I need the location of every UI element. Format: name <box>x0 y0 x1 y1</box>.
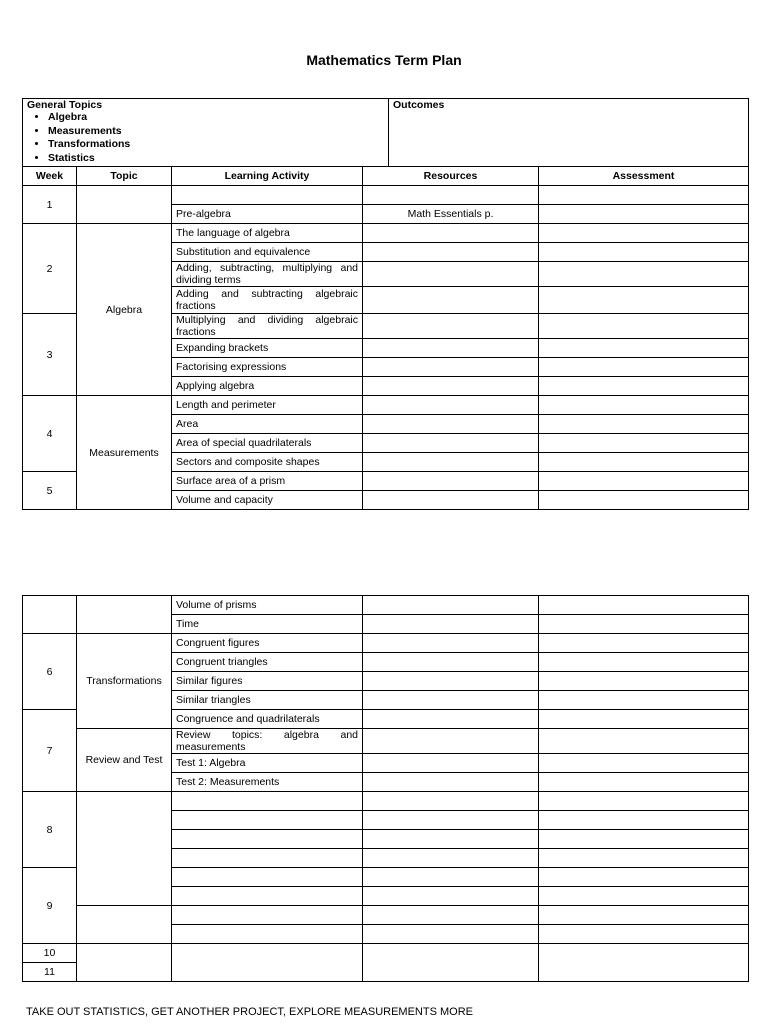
outcomes-cell <box>389 99 749 167</box>
activity-cell: Congruence and quadrilaterals <box>172 710 363 729</box>
resources-cell <box>363 415 539 434</box>
topic-cell <box>77 792 172 906</box>
activity-cell: Review topics: algebra and measurements <box>172 729 363 754</box>
assessment-cell <box>539 287 749 314</box>
term-plan-table-part-1 <box>22 166 749 510</box>
assessment-cell <box>539 377 749 396</box>
page-title: Mathematics Term Plan <box>306 52 462 68</box>
assessment-cell <box>539 830 749 849</box>
week-cell: 7 <box>23 710 77 792</box>
week-cell: 9 <box>23 868 77 944</box>
resources-cell <box>363 653 539 672</box>
resources-cell <box>363 634 539 653</box>
resources-cell <box>363 792 539 811</box>
activity-cell <box>172 830 363 849</box>
resources-cell <box>363 314 539 339</box>
assessment-cell <box>539 224 749 243</box>
assessment-cell <box>539 434 749 453</box>
assessment-cell <box>539 453 749 472</box>
resources-cell <box>363 243 539 262</box>
table-row <box>23 396 749 415</box>
resources-cell <box>363 491 539 510</box>
week-cell: 4 <box>23 396 77 472</box>
topic-item: • Transformations <box>48 138 384 152</box>
resources-cell <box>363 830 539 849</box>
week-cell: 6 <box>23 634 77 710</box>
assessment-cell <box>539 243 749 262</box>
activity-cell: The language of algebra <box>172 224 363 243</box>
table-row <box>23 224 749 243</box>
week-cell: 11 <box>23 963 77 982</box>
activity-cell: Congruent figures <box>172 634 363 653</box>
activity-cell: Factorising expressions <box>172 358 363 377</box>
column-header-week: Week <box>23 167 77 186</box>
activity-cell: Multiplying and dividing algebraic fractions <box>172 314 363 339</box>
assessment-cell <box>539 358 749 377</box>
resources-cell <box>363 925 539 944</box>
assessment-cell <box>539 710 749 729</box>
activity-cell <box>172 849 363 868</box>
table-row <box>23 944 749 963</box>
resources-cell <box>363 887 539 906</box>
resources-cell <box>363 596 539 615</box>
resources-cell <box>363 691 539 710</box>
activity-cell: Congruent triangles <box>172 653 363 672</box>
assessment-cell <box>539 396 749 415</box>
week-cell: 2 <box>23 224 77 314</box>
activity-cell <box>172 906 363 925</box>
assessment-cell <box>539 491 749 510</box>
resources-cell <box>363 453 539 472</box>
activity-cell <box>172 887 363 906</box>
activity-cell <box>172 925 363 944</box>
assessment-cell <box>539 792 749 811</box>
table-row <box>23 792 749 811</box>
assessment-cell <box>539 906 749 925</box>
general-topics-cell <box>23 99 389 167</box>
assessment-cell <box>539 773 749 792</box>
column-header-topic: Topic <box>77 167 172 186</box>
assessment-cell <box>539 615 749 634</box>
assessment-cell <box>539 754 749 773</box>
resources-cell <box>363 377 539 396</box>
topics-outcomes-box <box>22 98 749 167</box>
assessment-cell <box>539 339 749 358</box>
resources-cell <box>363 262 539 287</box>
assessment-cell <box>539 729 749 754</box>
footer-note: TAKE OUT STATISTICS, GET ANOTHER PROJECT, EXPLORE MEASUREMENTS MORE <box>26 1006 473 1018</box>
resources-cell <box>363 615 539 634</box>
activity-cell <box>172 944 363 982</box>
resources-cell: Math Essentials p. <box>363 205 539 224</box>
resources-cell <box>363 358 539 377</box>
resources-cell <box>363 472 539 491</box>
resources-cell <box>363 224 539 243</box>
activity-cell: Area of special quadrilaterals <box>172 434 363 453</box>
assessment-cell <box>539 868 749 887</box>
resources-cell <box>363 287 539 314</box>
assessment-cell <box>539 691 749 710</box>
assessment-cell <box>539 415 749 434</box>
activity-cell: Similar triangles <box>172 691 363 710</box>
activity-cell <box>172 811 363 830</box>
resources-cell <box>363 811 539 830</box>
resources-cell <box>363 944 539 982</box>
assessment-cell <box>539 925 749 944</box>
activity-cell: Substitution and equivalence <box>172 243 363 262</box>
activity-cell: Test 1: Algebra <box>172 754 363 773</box>
assessment-cell <box>539 887 749 906</box>
resources-cell <box>363 396 539 415</box>
assessment-cell <box>539 314 749 339</box>
table-row <box>23 186 749 205</box>
assessment-cell <box>539 634 749 653</box>
topic-cell <box>77 944 172 982</box>
activity-cell: Expanding brackets <box>172 339 363 358</box>
assessment-cell <box>539 811 749 830</box>
table-row <box>23 634 749 653</box>
topic-cell <box>77 906 172 944</box>
table-row <box>23 906 749 925</box>
activity-cell: Similar figures <box>172 672 363 691</box>
week-cell <box>23 596 77 634</box>
resources-cell <box>363 434 539 453</box>
table-row <box>23 729 749 754</box>
activity-cell: Adding and subtracting algebraic fractions <box>172 287 363 314</box>
activity-cell: Test 2: Measurements <box>172 773 363 792</box>
resources-cell <box>363 849 539 868</box>
column-header-resources: Resources <box>363 167 539 186</box>
table-row <box>23 596 749 615</box>
outcomes-label: Outcomes <box>393 99 445 111</box>
activity-cell: Time <box>172 615 363 634</box>
topic-cell: Transformations <box>77 634 172 729</box>
resources-cell <box>363 710 539 729</box>
week-cell: 3 <box>23 314 77 396</box>
activity-cell: Volume and capacity <box>172 491 363 510</box>
assessment-cell <box>539 596 749 615</box>
resources-cell <box>363 339 539 358</box>
resources-cell <box>363 906 539 925</box>
activity-cell: Adding, subtracting, multiplying and dividing terms <box>172 262 363 287</box>
resources-cell <box>363 773 539 792</box>
activity-cell <box>172 868 363 887</box>
assessment-cell <box>539 944 749 982</box>
topic-item: • Statistics <box>48 152 384 166</box>
topic-item: • Measurements <box>48 125 384 139</box>
resources-cell <box>363 754 539 773</box>
activity-cell <box>172 792 363 811</box>
activity-cell: Length and perimeter <box>172 396 363 415</box>
activity-cell: Area <box>172 415 363 434</box>
week-cell: 10 <box>23 944 77 963</box>
week-cell: 8 <box>23 792 77 868</box>
topic-cell <box>77 596 172 634</box>
resources-cell <box>363 186 539 205</box>
week-cell: 1 <box>23 186 77 224</box>
activity-cell: Volume of prisms <box>172 596 363 615</box>
column-header-learning-activity: Learning Activity <box>172 167 363 186</box>
activity-cell: Surface area of a prism <box>172 472 363 491</box>
topics-list <box>27 111 384 165</box>
general-topics-label: General Topics <box>27 99 103 111</box>
assessment-cell <box>539 262 749 287</box>
topic-cell: Review and Test <box>77 729 172 792</box>
topic-item: • Algebra <box>48 111 384 125</box>
activity-cell <box>172 186 363 205</box>
term-plan-table-part-2 <box>22 595 749 982</box>
assessment-cell <box>539 672 749 691</box>
activity-cell: Sectors and composite shapes <box>172 453 363 472</box>
activity-cell: Pre-algebra <box>172 205 363 224</box>
activity-cell: Applying algebra <box>172 377 363 396</box>
topic-cell: Measurements <box>77 396 172 510</box>
resources-cell <box>363 868 539 887</box>
resources-cell <box>363 729 539 754</box>
column-header-assessment: Assessment <box>539 167 749 186</box>
assessment-cell <box>539 186 749 205</box>
assessment-cell <box>539 653 749 672</box>
week-cell: 5 <box>23 472 77 510</box>
assessment-cell <box>539 849 749 868</box>
assessment-cell <box>539 205 749 224</box>
resources-cell <box>363 672 539 691</box>
assessment-cell <box>539 472 749 491</box>
topic-cell <box>77 186 172 224</box>
topic-cell: Algebra <box>77 224 172 396</box>
